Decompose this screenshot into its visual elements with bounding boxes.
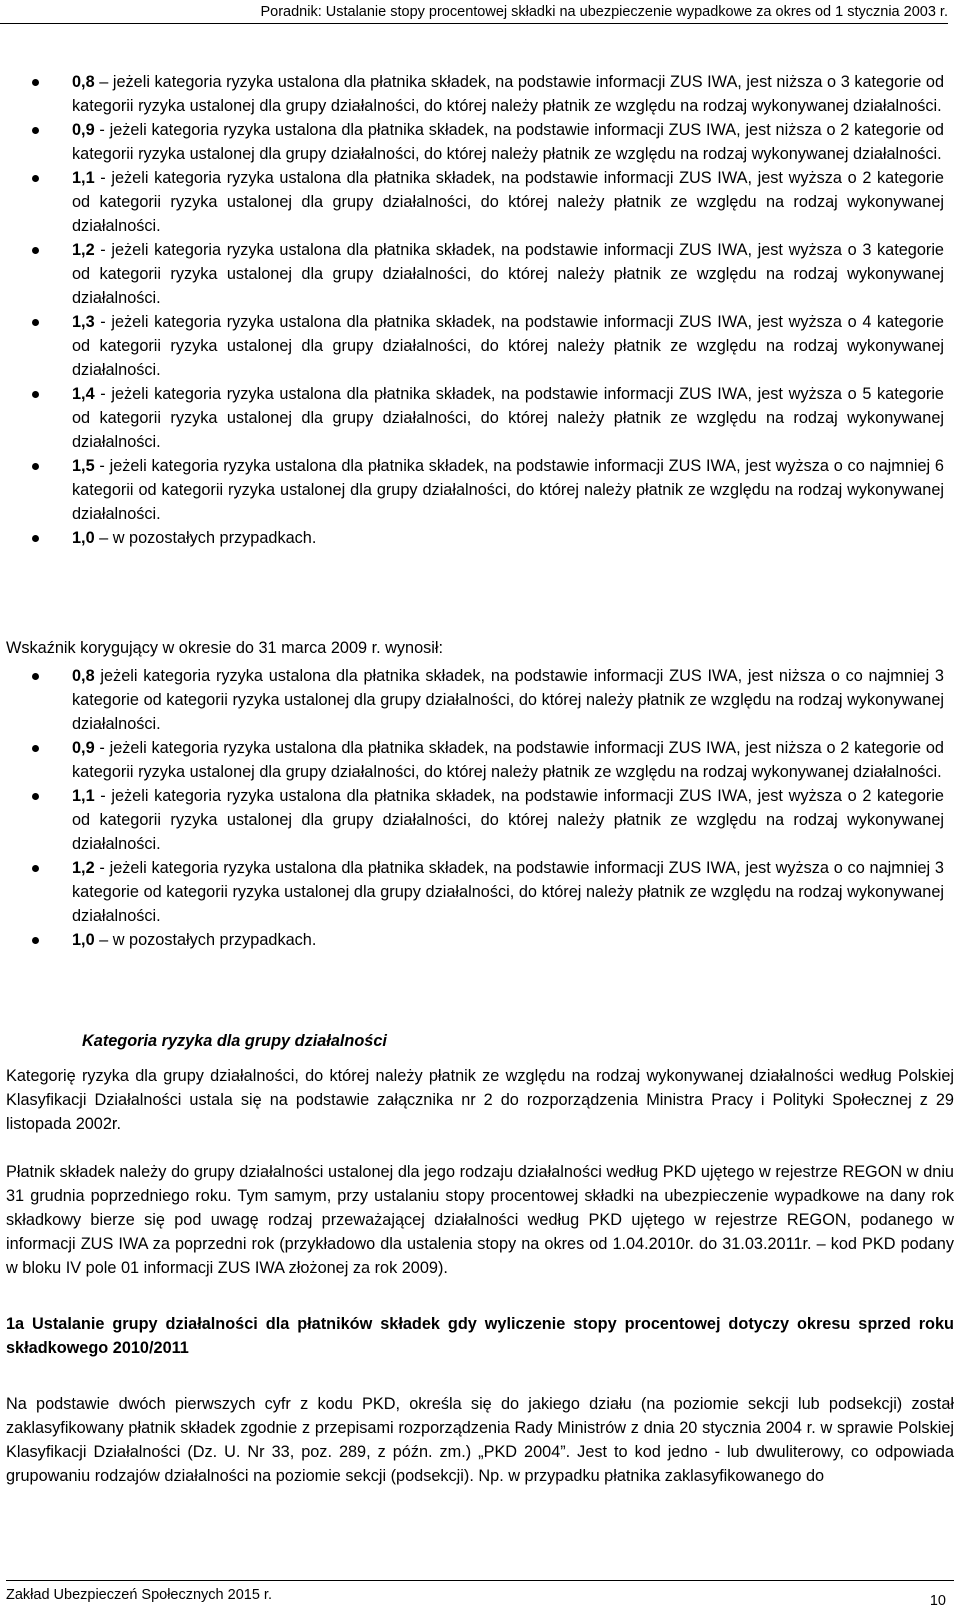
list-item-text: - jeżeli kategoria ryzyka ustalona dla płatnika składek, na podstawie informacji ZUS IWA, jest wyższa o co najmniej 6 kategorii od kategorii ryzyka ustalonej dla grupy działalności, do której należy płatnik ze względu na rodzaj wykonywanej działalności. [72,457,944,523]
coefficient-value: 1,3 [72,313,95,331]
list-item [0,664,960,736]
coefficient-value: 1,4 [72,385,95,403]
page-number: 10 [929,1593,946,1609]
list-item-text: – w pozostałych przypadkach. [94,931,317,949]
bullet-icon [32,793,39,800]
coefficient-value: 0,9 [72,739,95,757]
bullet-icon [32,937,39,944]
bullet-icon [32,247,39,254]
bullet-icon [32,463,39,470]
list-item [0,454,960,526]
list-item [0,526,960,550]
page-footer [6,1580,954,1609]
subsection-heading: 1a Ustalanie grupy działalności dla płatników składek gdy wyliczenie stopy procentowej dotyczy okresu sprzed roku składkowego 2010/2011 [6,1315,954,1357]
section-title: Kategoria ryzyka dla grupy działalności [82,1032,387,1050]
list-item-text: - jeżeli kategoria ryzyka ustalona dla płatnika składek, na podstawie informacji ZUS IWA, jest wyższa o 5 kategorie od kategorii ryzyka ustalonej dla grupy działalności, do której należy płatnik ze względu na rodzaj wykonywanej działalności. [72,385,944,451]
page-header: Poradnik: Ustalanie stopy procentowej składki na ubezpieczenie wypadkowe za okres od 1 stycznia 2003 r. [0,4,948,24]
list-item-text: - jeżeli kategoria ryzyka ustalona dla płatnika składek, na podstawie informacji ZUS IWA, jest wyższa o 4 kategorie od kategorii ryzyka ustalonej dla grupy działalności, do której należy płatnik ze względu na rodzaj wykonywanej działalności. [72,313,944,379]
coefficient-value: 1,0 [72,931,95,949]
list-item-text: - jeżeli kategoria ryzyka ustalona dla płatnika składek, na podstawie informacji ZUS IWA, jest wyższa o co najmniej 3 kategorie od kategorii ryzyka ustalonej dla grupy działalności, do której należy płatnik ze względu na rodzaj wykonywanej działalności. [72,859,944,925]
coefficient-list-current [0,70,960,550]
list-item-text: - jeżeli kategoria ryzyka ustalona dla płatnika składek, na podstawie informacji ZUS IWA, jest wyższa o 2 kategorie od kategorii ryzyka ustalonej dla grupy działalności, do której należy płatnik ze względu na rodzaj wykonywanej działalności. [72,787,944,853]
list-item-text: jeżeli kategoria ryzyka ustalona dla płatnika składek, na podstawie informacji ZUS IWA, jest niższa o co najmniej 3 kategorie od kategorii ryzyka ustalonej dla grupy działalności, do której należy płatnik ze względu na rodzaj wykonywanej działalności. [72,667,944,733]
coefficient-value: 1,1 [72,787,95,805]
list-item [0,118,960,166]
paragraph-risk-category: Kategorię ryzyka dla grupy działalności, do której należy płatnik ze względu na rodzaj wykonywanej działalności według Polskiej Klasyfikacji Działalności ustala się na podstawie załącznika nr 2 do rozporządzenia Ministra Pracy i Polityki Społecznej z 29 listopada 2002r. [6,1067,954,1133]
list-item-text: - jeżeli kategoria ryzyka ustalona dla płatnika składek, na podstawie informacji ZUS IWA, jest wyższa o 2 kategorie od kategorii ryzyka ustalonej dla grupy działalności, do której należy płatnik ze względu na rodzaj wykonywanej działalności. [72,169,944,235]
coefficient-list-2009 [0,664,960,952]
list-item [0,70,960,118]
coefficient-value: 0,9 [72,121,95,139]
list-item [0,856,960,928]
list-item [0,310,960,382]
coefficient-value: 0,8 [72,667,95,685]
paragraph-payer-group: Płatnik składek należy do grupy działalności ustalonej dla jego rodzaju działalności według PKD ujętego w rejestrze REGON w dniu 31 grudnia poprzedniego roku. Tym samym, przy ustalaniu stopy procentowej składki na ubezpieczenie wypadkowe na dany rok składkowy bierze się pod uwagę rodzaj przeważającej działalności według PKD ujętego w rejestrze REGON, podanego w informacji ZUS IWA za poprzedni rok (przykładowo dla ustalenia stopy na okres od 1.04.2010r. do 31.03.2011r. – kod PKD podany w bloku IV pole 01 informacji ZUS IWA złożonej za rok 2009). [6,1163,954,1277]
bullet-icon [32,391,39,398]
list-item [0,166,960,238]
coefficient-value: 1,2 [72,859,95,877]
coefficient-value: 1,5 [72,457,95,475]
bullet-icon [32,127,39,134]
list-item-text: - jeżeli kategoria ryzyka ustalona dla płatnika składek, na podstawie informacji ZUS IWA, jest niższa o 2 kategorie od kategorii ryzyka ustalonej dla grupy działalności, do której należy płatnik ze względu na rodzaj wykonywanej działalności. [72,121,944,163]
coefficient-value: 0,8 [72,73,95,91]
list-item [0,238,960,310]
bullet-icon [32,175,39,182]
bullet-icon [32,79,39,86]
footer-org: Zakład Ubezpieczeń Społecznych 2015 r. [6,1587,272,1603]
list-item [0,736,960,784]
coefficient-value: 1,0 [72,529,95,547]
coefficient-value: 1,1 [72,169,95,187]
list-item-text: – jeżeli kategoria ryzyka ustalona dla płatnika składek, na podstawie informacji ZUS IWA, jest niższa o 3 kategorie od kategorii ryzyka ustalonej dla grupy działalności, do której należy płatnik ze względu na rodzaj wykonywanej działalności. [72,73,944,115]
paragraph-pkd-2004: Na podstawie dwóch pierwszych cyfr z kodu PKD, określa się do jakiego działu (na poziomie sekcji lub podsekcji) został zaklasyfikowany płatnik składek zgodnie z przepisami rozporządzenia Rady Ministrów z dnia 20 stycznia 2004 r. w sprawie Polskiej Klasyfikacji Działalności (Dz. U. Nr 33, poz. 289, z późn. zm.) „PKD 2004”. Jest to kod jedno - lub dwuliterowy, co odpowiada grupowaniu rodzajów działalności na poziomie sekcji (podsekcji). Np. w przypadku płatnika zaklasyfikowanego do [6,1395,954,1485]
bullet-icon [32,865,39,872]
list-item [0,928,960,952]
bullet-icon [32,535,39,542]
list-item-text: - jeżeli kategoria ryzyka ustalona dla płatnika składek, na podstawie informacji ZUS IWA, jest wyższa o 3 kategorie od kategorii ryzyka ustalonej dla grupy działalności, do której należy płatnik ze względu na rodzaj wykonywanej działalności. [72,241,944,307]
list-item-text: - jeżeli kategoria ryzyka ustalona dla płatnika składek, na podstawie informacji ZUS IWA, jest niższa o 2 kategorie od kategorii ryzyka ustalonej dla grupy działalności, do której należy płatnik ze względu na rodzaj wykonywanej działalności. [72,739,944,781]
bullet-icon [32,673,39,680]
bullet-icon [32,319,39,326]
coefficient-value: 1,2 [72,241,95,259]
list-item [0,382,960,454]
bullet-icon [32,745,39,752]
intro-2009: Wskaźnik korygujący w okresie do 31 marca 2009 r. wynosił: [6,639,444,657]
list-item [0,784,960,856]
list-item-text: – w pozostałych przypadkach. [94,529,317,547]
